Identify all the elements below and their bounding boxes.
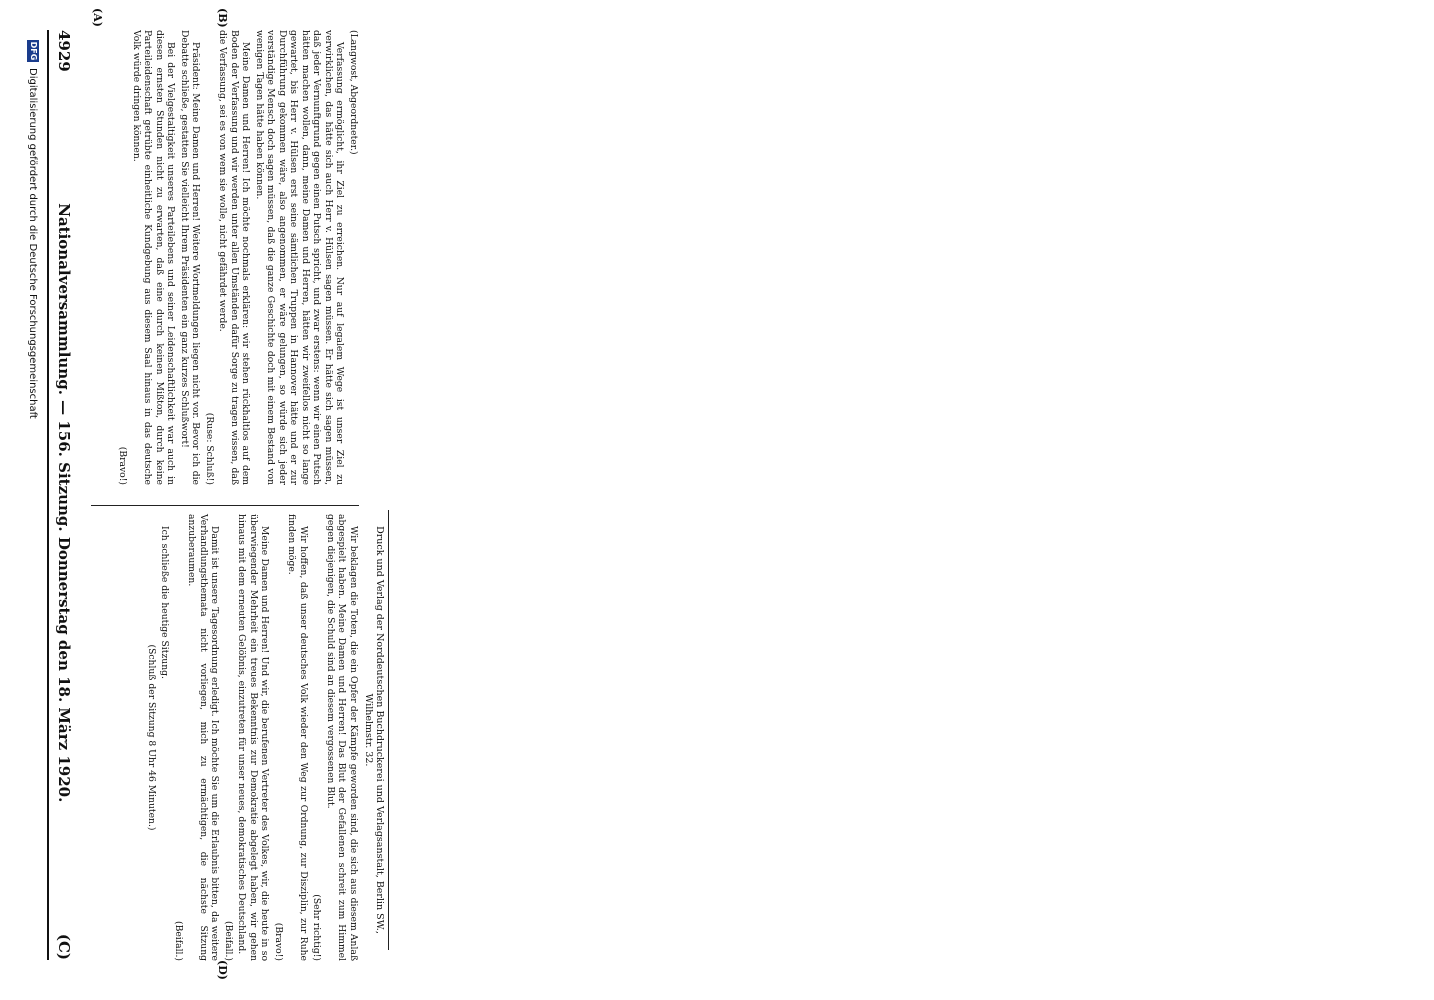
printer-footer: Druck und Verlag der Norddeutschen Buchdruckerei und Verlagsanstalt, Berlin SW., Wilhelmstr. 32. — [363, 510, 389, 950]
session-close: (Schluß der Sitzung 8 Uhr 46 Minuten.) — [146, 644, 157, 831]
margin-mark-a: (A) — [91, 8, 104, 27]
left-column — [91, 30, 359, 485]
margin-mark-right: (C) — [55, 933, 73, 960]
digitization-text: Digitalisierung gefördert durch die Deutsche Forschungsgemeinschaft — [27, 68, 39, 419]
margin-mark-d: (D) — [216, 960, 229, 980]
paragraph: Damit ist unsere Tagesordnung erledigt. Ich möchte Sie um die Erlaubnis bitten, da weitere Verhandlungsthemata nicht vorliegen, mich zu ermächtigen, die nächste Sitzung anzuberaumen. — [186, 514, 221, 961]
paragraph: Verfassung ermöglicht, ihr Ziel zu erreichen. Nur auf legalem Wege ist unser Ziel zu verwirklichen, das hätte sich auch Herr v. Hülsen sagen müssen. Er hätte sich sagen müssen, daß jeder Vernunftgrund gegen einen Putsch spricht, und zwar erstens: wenn wir einen Putsch hätten machen wollen, dann, meine Damen und Herren, hätten wir zweifellos nicht so lange gewartet, bis Herr v. Hülsen erst seine sämtlichen Truppen in Hannover hätte und er zur Durchführung gekommen wäre, also angenommen, er wäre gelungen, so würde sich jeder verständige Mensch doch sagen müssen, daß die ganze Geschichte doch mit einem Bestand von wenigen Tagen hätte haben können. — [254, 30, 346, 485]
page-number: 4929 — [55, 30, 73, 72]
interjection: (Beifall.) — [173, 921, 184, 961]
margin-mark-b: (B) — [216, 8, 229, 28]
paragraph: Wir hoffen, daß unser deutsches Volk wieder den Weg zur Ordnung, zur Disziplin, zur Ruhe finden möge. — [286, 514, 309, 961]
page-title: Nationalversammlung. — 156. Sitzung. Donnerstag den 18. März 1920. — [55, 203, 73, 803]
interjection: (Beifall.) — [223, 921, 234, 961]
page-header — [47, 30, 79, 960]
text-body-lines — [394, 30, 1394, 960]
interjection: (Bravo!) — [117, 446, 129, 485]
paragraph: Meine Damen und Herren! Ich möchte nochmals erklären: wir stehen rückhaltlos auf dem Boden der Verfassung und wir werden unter allen Umständen dafür Sorge zu tragen wissen, daß die Verfassung, sei es von wem sie wolle, nicht gefährdet werde. — [217, 30, 252, 485]
paragraph: Wir beklagen die Toten, die ein Opfer der Kämpfe geworden sind, die sich aus diesem Anlaß abgespielt haben. Meine Damen und Herren! Das Blut der Gefallenen schreit zum Himmel gegen diejenigen, die Schuld sind an diesem vergossenen Blut. — [325, 514, 359, 961]
interjection: (Sehr richtig!) — [311, 894, 323, 961]
president-remark: Präsident: Meine Damen und Herren! Weitere Wortmeldungen liegen nicht vor. Bevor ich die Debatte schließe, gestatten Sie vielleicht Ihrem Präsidenten ein ganz kurzes Schlußwort! — [179, 30, 202, 485]
right-column — [91, 505, 359, 961]
speaker-label: (Langwost, Abgeordneter.) — [348, 30, 359, 155]
digitization-notice — [27, 40, 39, 960]
paragraph: Bei der Vielgestaltigkeit unseres Parteilebens und seiner Leidenschaftlichkeit war auch in diesen ernsten Stunden nicht zu erwarten, daß eine durch keinen Mißton, durch keine Parteileidenschaft getrübte einheitliche Kundgebung aus diesem Saal hinaus in das deutsche Volk würde dringen können. — [131, 30, 177, 485]
dfg-logo: DFG — [29, 41, 38, 61]
paragraph: Meine Damen und Herren! Und wir, die berufenen Vertreter des Volkes, wir, die heute in so überwiegender Mehrheit ein treues Bekenntnis zur Demokratie abgelegt haben, wir gehen hinaus mit dem erneuten Gelöbnis, einzutreten für unser neues, demokratisches Deutschland. — [236, 514, 271, 961]
interjection: (Ruse: Schluß!) — [204, 412, 215, 485]
paragraph: Ich schließe die heutige Sitzung. — [159, 526, 171, 679]
interjection: (Bravo!) — [273, 922, 284, 961]
